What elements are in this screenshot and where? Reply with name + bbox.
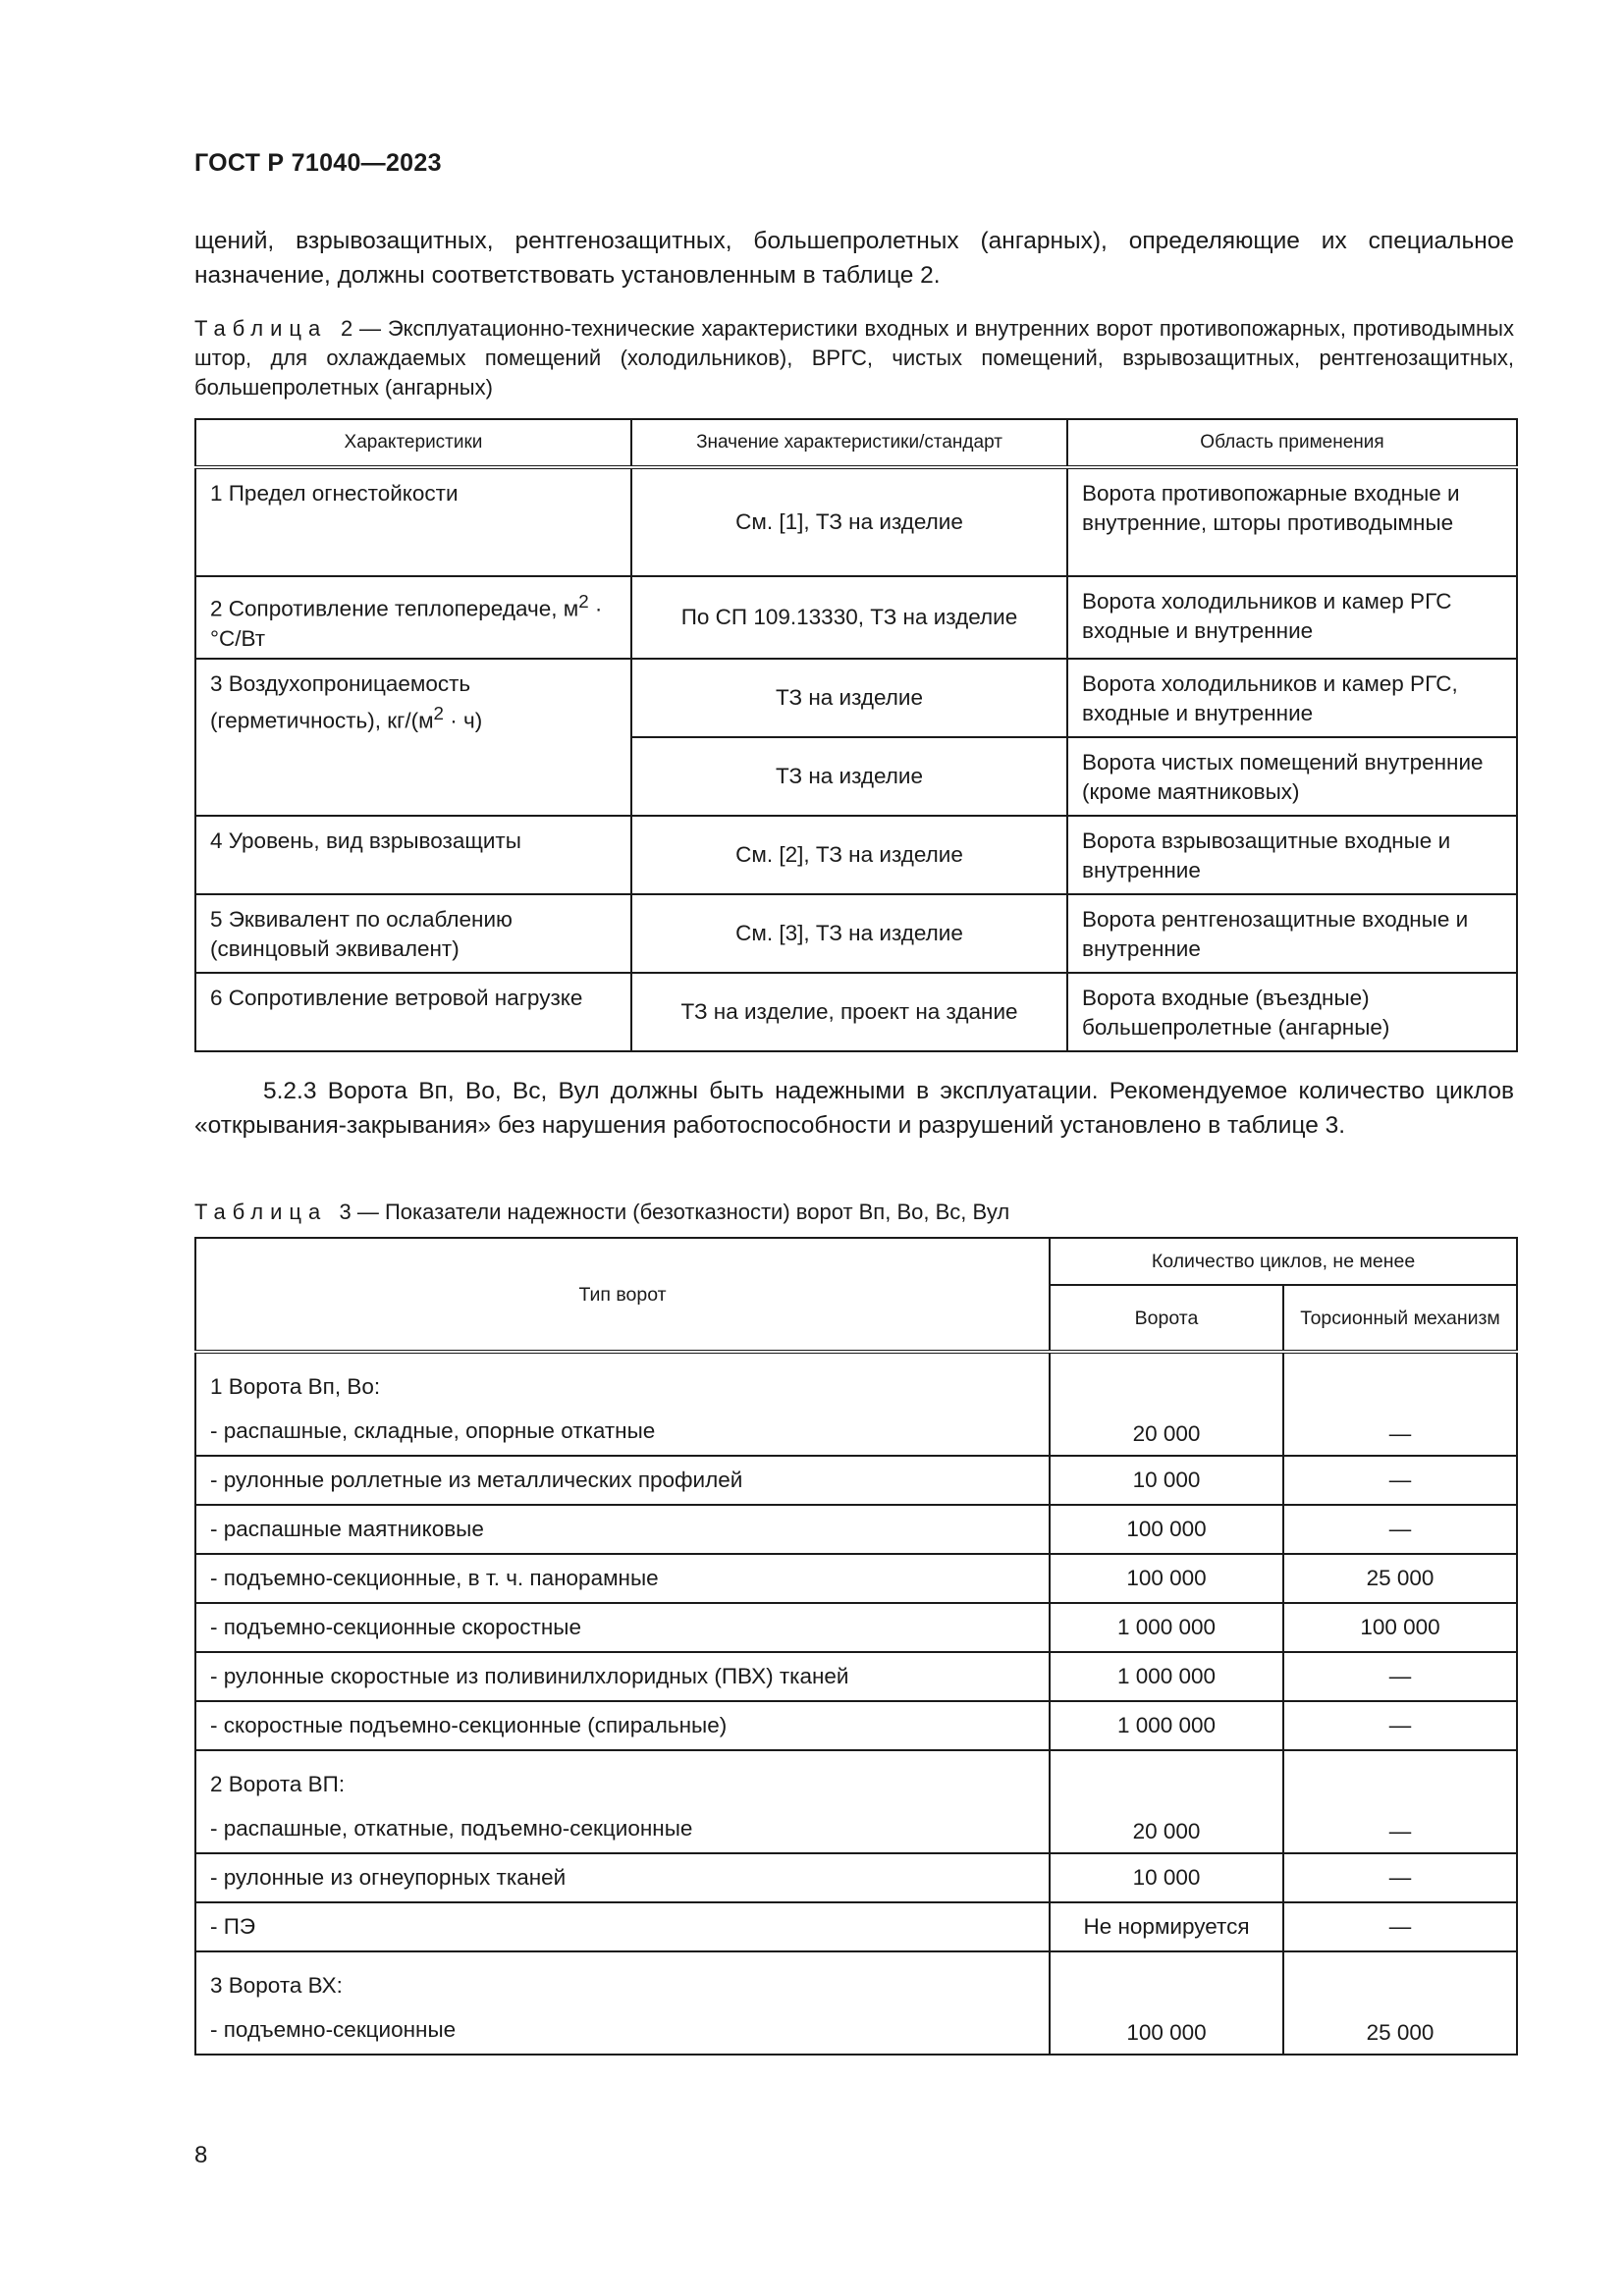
table-3	[194, 1237, 1518, 2056]
table3-cell-type: - распашные, складные, опорные откатные	[195, 1408, 1050, 1456]
table3-cell-type: - распашные, откатные, подъемно-секционные	[195, 1805, 1050, 1853]
table2-row	[195, 894, 1517, 973]
table3-cell-gate: 1 000 000	[1050, 1603, 1283, 1652]
table3-row	[195, 1701, 1517, 1750]
table2-cell-area: Ворота холодильников и камер РГС входные и внутренние	[1067, 576, 1517, 659]
table3-row	[195, 1603, 1517, 1652]
page-number: 8	[194, 2142, 208, 2168]
table3-header-row	[195, 1238, 1517, 1285]
table2-cell-area: Ворота взрывозащитные входные и внутренние	[1067, 816, 1517, 894]
table3-cell-gate: 20 000	[1050, 1750, 1283, 1853]
paragraph-5-2-3: 5.2.3 Ворота Вп, Во, Вс, Вул должны быть надежными в эксплуатации. Рекомендуемое количество циклов «открывания-закрывания» без нарушения работоспособности и разрушений установлено в таблице 3.	[194, 1078, 1514, 1139]
table3-cell-type: - скоростные подъемно-секционные (спиральные)	[195, 1701, 1050, 1750]
table3-cell-torsion: —	[1283, 1902, 1517, 1951]
table2-row	[195, 659, 1517, 737]
table3-cell-torsion: —	[1283, 1652, 1517, 1701]
table3-caption-text: 3 — Показатели надежности (безотказности) ворот Вп, Во, Вс, Вул	[339, 1200, 1010, 1224]
table3-cell-gate: 100 000	[1050, 1554, 1283, 1603]
table2-cell-area: Ворота холодильников и камер РГС, входные и внутренние	[1067, 659, 1517, 737]
table3-group-row	[195, 1951, 1517, 2006]
table2-cell-characteristic: 2 Сопротивление теплопередаче, $м^2 \cdot ^\circ С/Вт$	[195, 576, 631, 659]
table3-cell-type: - рулонные из огнеупорных тканей	[195, 1853, 1050, 1902]
table3-group-row	[195, 1750, 1517, 1805]
table2-row	[195, 467, 1517, 576]
table3-cell-gate: 100 000	[1050, 1505, 1283, 1554]
table3-cell-torsion: —	[1283, 1352, 1517, 1456]
table3-header-gate: Ворота	[1050, 1285, 1283, 1352]
table3-row	[195, 1853, 1517, 1902]
table3-cell-type: - подъемно-секционные	[195, 2006, 1050, 2055]
table3-cell-gate: 20 000	[1050, 1352, 1283, 1456]
table2-cell-characteristic: 4 Уровень, вид взрывозащиты	[195, 816, 631, 894]
table3-caption-prefix: Таблица	[194, 1200, 328, 1224]
table2-caption	[194, 314, 1514, 402]
table3-cell-torsion: —	[1283, 1853, 1517, 1902]
table2-header-characteristics: Характеристики	[195, 419, 631, 467]
table2-cell-characteristic: 1 Предел огнестойкости	[195, 467, 631, 576]
table3-cell-gate: 10 000	[1050, 1456, 1283, 1505]
table2-cell-value: ТЗ на изделие, проект на здание	[631, 973, 1067, 1051]
table3-cell-torsion: —	[1283, 1701, 1517, 1750]
document-header: ГОСТ Р 71040—2023	[194, 149, 442, 177]
table2-cell-value: См. [1], ТЗ на изделие	[631, 467, 1067, 576]
table2-cell-value: ТЗ на изделие	[631, 737, 1067, 816]
table3-row	[195, 1505, 1517, 1554]
table3-group-row	[195, 1352, 1517, 1408]
table3-group-title: 2 Ворота ВП:	[195, 1750, 1050, 1805]
table2-cell-characteristic: 5 Эквивалент по ослаблению (свинцовый эквивалент)	[195, 894, 631, 973]
table2-cell-area: Ворота чистых помещений внутренние (кроме маятниковых)	[1067, 737, 1517, 816]
table3-cell-torsion: 25 000	[1283, 1554, 1517, 1603]
table3-cell-type: - распашные маятниковые	[195, 1505, 1050, 1554]
paragraph-intro: щений, взрывозащитных, рентгенозащитных, большепролетных (ангарных), определяющие их специальное назначение, должны соответствовать установленным в таблице 2.	[194, 228, 1514, 289]
table2-header-area: Область применения	[1067, 419, 1517, 467]
table2-cell-characteristic: 3 Воздухопроницаемость (герметичность), $кг/(м^2 \cdot ч)$	[195, 659, 631, 816]
table3-row	[195, 1652, 1517, 1701]
table3-header-type: Тип ворот	[195, 1238, 1050, 1352]
table3-cell-gate: 100 000	[1050, 1951, 1283, 2055]
table3-group-title: 1 Ворота Вп, Во:	[195, 1352, 1050, 1408]
table2-cell-area: Ворота противопожарные входные и внутренние, шторы противодымные	[1067, 467, 1517, 576]
table3-row	[195, 1456, 1517, 1505]
table3-cell-type: - ПЭ	[195, 1902, 1050, 1951]
table3-cell-gate: Не нормируется	[1050, 1902, 1283, 1951]
table2-caption-prefix: Таблица	[194, 316, 328, 341]
table2-cell-area: Ворота рентгенозащитные входные и внутренние	[1067, 894, 1517, 973]
table2-cell-characteristic: 6 Сопротивление ветровой нагрузке	[195, 973, 631, 1051]
table3-cell-type: - рулонные скоростные из поливинилхлоридных (ПВХ) тканей	[195, 1652, 1050, 1701]
table2-header-value: Значение характеристики/стандарт	[631, 419, 1067, 467]
table3-group-title: 3 Ворота ВХ:	[195, 1951, 1050, 2006]
table3-cell-torsion: —	[1283, 1505, 1517, 1554]
table2-header-row	[195, 419, 1517, 467]
table3-row	[195, 1554, 1517, 1603]
table3-cell-gate: 1 000 000	[1050, 1701, 1283, 1750]
table3-caption	[194, 1198, 1514, 1227]
table3-cell-torsion: 100 000	[1283, 1603, 1517, 1652]
table3-cell-torsion: 25 000	[1283, 1951, 1517, 2055]
table3-header-cycles: Количество циклов, не менее	[1050, 1238, 1517, 1285]
table3-cell-gate: 10 000	[1050, 1853, 1283, 1902]
table2-cell-area: Ворота входные (въездные) большепролетные (ангарные)	[1067, 973, 1517, 1051]
table2-row	[195, 576, 1517, 659]
table2-caption-text: 2 — Эксплуатационно-технические характеристики входных и внутренних ворот противопожарных, противодымных штор, для охлаждаемых помещений (холодильников), ВРГС, чистых помещений, взрывозащитных, рентгенозащитных, большепролетных (ангарных)	[194, 316, 1514, 400]
table2-row	[195, 816, 1517, 894]
table-2	[194, 418, 1518, 1052]
table3-cell-gate: 1 000 000	[1050, 1652, 1283, 1701]
table2-cell-value: ТЗ на изделие	[631, 659, 1067, 737]
table2-row	[195, 973, 1517, 1051]
table3-cell-type: - подъемно-секционные, в т. ч. панорамные	[195, 1554, 1050, 1603]
table3-cell-torsion: —	[1283, 1750, 1517, 1853]
table2-cell-value: См. [3], ТЗ на изделие	[631, 894, 1067, 973]
table3-cell-type: - подъемно-секционные скоростные	[195, 1603, 1050, 1652]
table3-cell-torsion: —	[1283, 1456, 1517, 1505]
table2-cell-value: См. [2], ТЗ на изделие	[631, 816, 1067, 894]
table3-header-torsion: Торсионный механизм	[1283, 1285, 1517, 1352]
table2-cell-value: По СП 109.13330, ТЗ на изделие	[631, 576, 1067, 659]
table3-row	[195, 1902, 1517, 1951]
table3-cell-type: - рулонные роллетные из металлических профилей	[195, 1456, 1050, 1505]
